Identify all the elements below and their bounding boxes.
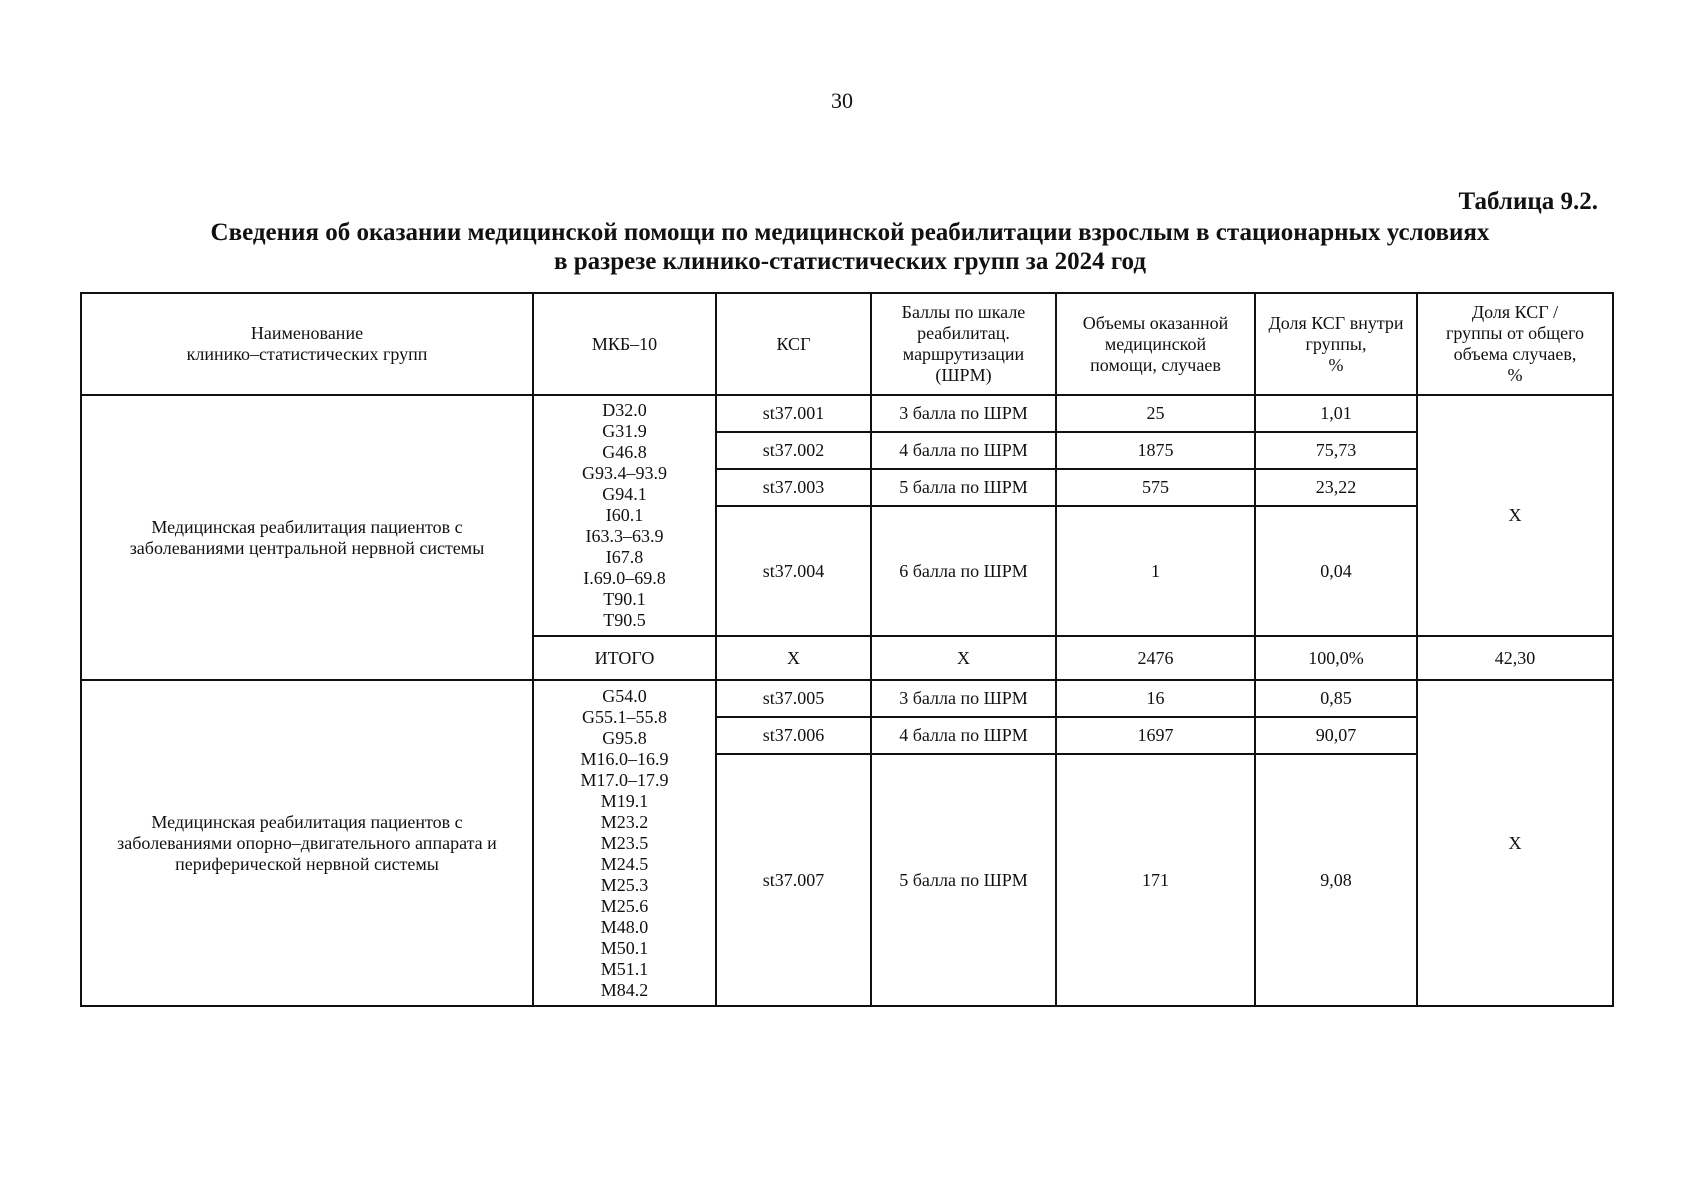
total-share-total: 42,30 (1417, 636, 1613, 680)
header-volume: Объемы оказанной медицинской помощи, случаев (1056, 293, 1255, 395)
ksg-cell: st37.005 (716, 680, 871, 717)
total-volume: 2476 (1056, 636, 1255, 680)
share-cell: 0,85 (1255, 680, 1417, 717)
mkb-codes: D32.0 G31.9 G46.8 G93.4–93.9 G94.1 I60.1 I63.3–63.9 I67.8 I.69.0–69.8 T90.1 T90.5 (533, 395, 716, 636)
share-cell: 23,22 (1255, 469, 1417, 506)
ksg-cell: st37.001 (716, 395, 871, 432)
ksg-cell: st37.007 (716, 754, 871, 1006)
volume-cell: 25 (1056, 395, 1255, 432)
share-total-cell: Х (1417, 680, 1613, 1006)
header-ksg: КСГ (716, 293, 871, 395)
volume-cell: 171 (1056, 754, 1255, 1006)
shrm-cell: 5 балла по ШРМ (871, 469, 1056, 506)
group-name: Медицинская реабилитация пациентов с заболеваниями центральной нервной системы (81, 395, 533, 680)
total-shrm: Х (871, 636, 1056, 680)
volume-cell: 575 (1056, 469, 1255, 506)
share-total-cell: Х (1417, 395, 1613, 636)
header-row (81, 293, 1613, 395)
ksg-cell: st37.003 (716, 469, 871, 506)
share-cell: 90,07 (1255, 717, 1417, 754)
table-label: Таблица 9.2. (1458, 188, 1598, 215)
header-share-total: Доля КСГ / группы от общего объема случаев, % (1417, 293, 1613, 395)
share-cell: 1,01 (1255, 395, 1417, 432)
mkb-codes: G54.0 G55.1–55.8 G95.8 M16.0–16.9 M17.0–17.9 M19.1 M23.2 M23.5 M24.5 M25.3 M25.6 M48.0 M50.1 M51.1 M84.2 (533, 680, 716, 1006)
shrm-cell: 5 балла по ШРМ (871, 754, 1056, 1006)
group-name: Медицинская реабилитация пациентов с заболеваниями опорно–двигательного аппарата и периферической нервной системы (81, 680, 533, 1006)
header-group-name: Наименование клинико–статистических групп (81, 293, 533, 395)
shrm-cell: 3 балла по ШРМ (871, 680, 1056, 717)
table-title (80, 218, 1620, 276)
table-row (81, 395, 1613, 432)
total-ksg: Х (716, 636, 871, 680)
ksg-cell: st37.004 (716, 506, 871, 636)
total-label: ИТОГО (533, 636, 716, 680)
ksg-cell: st37.002 (716, 432, 871, 469)
rehab-table (80, 292, 1614, 1007)
share-cell: 75,73 (1255, 432, 1417, 469)
ksg-cell: st37.006 (716, 717, 871, 754)
volume-cell: 1697 (1056, 717, 1255, 754)
volume-cell: 1 (1056, 506, 1255, 636)
total-share: 100,0% (1255, 636, 1417, 680)
title-line-2: в разрезе клинико-статистических групп за 2024 год (554, 248, 1146, 275)
header-mkb: МКБ–10 (533, 293, 716, 395)
header-share-in-group: Доля КСГ внутри группы, % (1255, 293, 1417, 395)
page-number: 30 (831, 88, 853, 113)
shrm-cell: 6 балла по ШРМ (871, 506, 1056, 636)
volume-cell: 16 (1056, 680, 1255, 717)
shrm-cell: 4 балла по ШРМ (871, 432, 1056, 469)
title-line-1: Сведения об оказании медицинской помощи по медицинской реабилитации взрослым в стационарных условиях (210, 219, 1490, 246)
shrm-cell: 3 балла по ШРМ (871, 395, 1056, 432)
volume-cell: 1875 (1056, 432, 1255, 469)
share-cell: 9,08 (1255, 754, 1417, 1006)
table-row (81, 680, 1613, 717)
share-cell: 0,04 (1255, 506, 1417, 636)
shrm-cell: 4 балла по ШРМ (871, 717, 1056, 754)
header-shrm: Баллы по шкале реабилитац. маршрутизации (ШРМ) (871, 293, 1056, 395)
